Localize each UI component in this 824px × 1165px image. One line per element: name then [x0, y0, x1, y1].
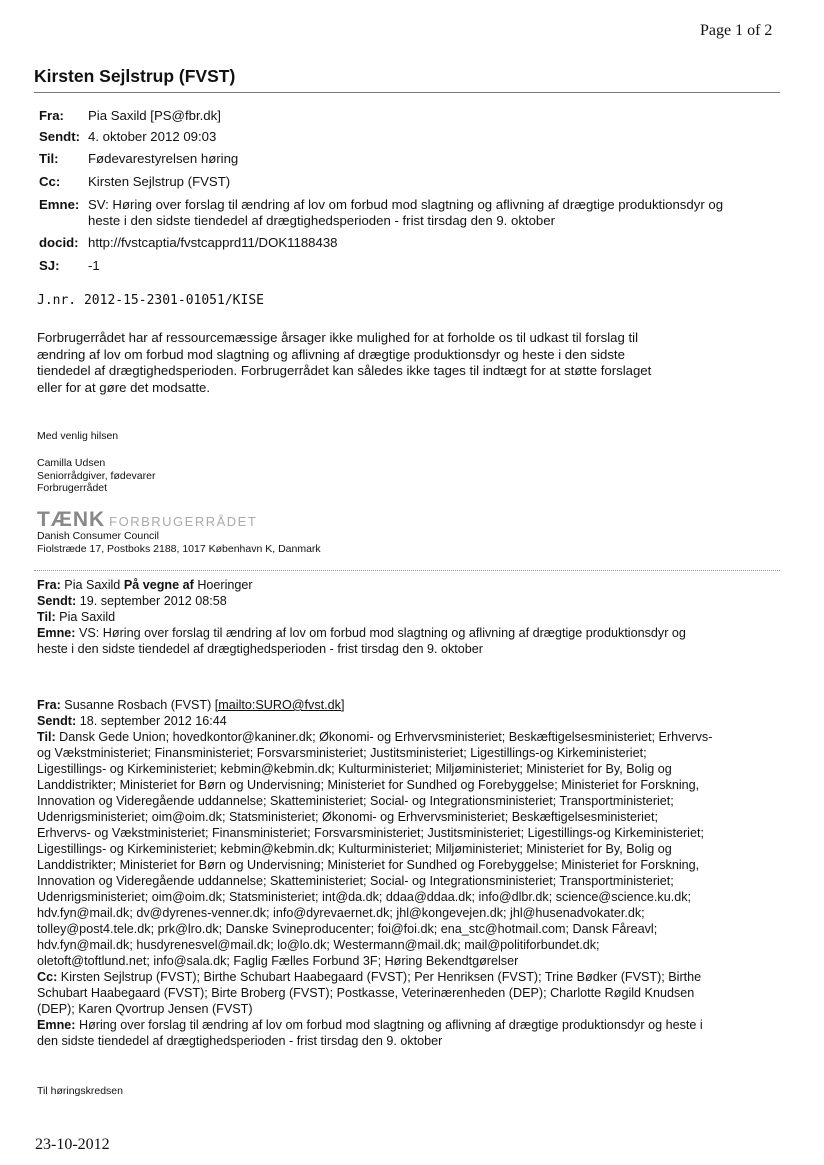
forward1-from-behalf: Hoeringer: [197, 578, 253, 592]
body-paragraph-line: ændring af lov om forbud mod slagtning og aflivning af drægtige produktionsdyr og heste i den sidste: [37, 346, 625, 362]
sent-label: Sendt:: [39, 129, 81, 144]
taenk-logo: [37, 508, 257, 532]
forward2-cc-line: Kirsten Sejlstrup (FVST); Birthe Schubart Haabegaard (FVST); Per Henriksen (FVST); Trine Bødker (FVST); Birthe: [60, 970, 702, 984]
mailbox-owner: Kirsten Sejlstrup (FVST): [34, 66, 236, 86]
body-paragraph-line: Forbrugerrådet har af ressourcemæssige årsager ikke mulighed for at forholde os til udkast til forslag til: [37, 330, 639, 345]
council-address: Fiolstræde 17, Postboks 2188, 1017 København K, Danmark: [37, 542, 321, 555]
to-value: Fødevarestyrelsen høring: [88, 151, 239, 166]
forward2-sent-label: Sendt:: [37, 714, 77, 728]
header-sent-row: [39, 129, 784, 147]
signature-title: Seniorrådgiver, fødevarer: [37, 469, 156, 482]
forward2-to-line: hdv.fyn@mail.dk; husdyrenesvel@mail.dk; lo@lo.dk; Westermann@mail.dk; mail@politiforbundet.dk;: [37, 938, 600, 952]
subject-label: Emne:: [39, 197, 80, 212]
forward1-from-label: Fra:: [37, 578, 61, 592]
forward1-subject-line1: VS: Høring over forslag til ændring af lov om forbud mod slagtning og aflivning af drægtige produktionsdyr og: [79, 626, 686, 640]
forward2-cc-label: Cc:: [37, 970, 58, 984]
header-divider: [34, 92, 780, 93]
forward1-subject-row: [37, 625, 789, 641]
header-docid-row: [39, 235, 784, 253]
header-sj-row: [39, 258, 784, 276]
forward2-to-line: Dansk Gede Union; hovedkontor@kaniner.dk; Økonomi- og Erhvervsministeriet; Beskæftigelsesministeriet; Erhvervs-: [59, 730, 713, 744]
cc-value: Kirsten Sejlstrup (FVST): [88, 174, 231, 189]
docid-value: http://fvstcaptia/fvstcapprd11/DOK1188438: [88, 235, 338, 250]
forward2-to-label: Til:: [37, 730, 56, 744]
forward2-block: [37, 697, 789, 1049]
subject-value-line1: SV: Høring over forslag til ændring af lov om forbud mod slagtning og aflivning af drægtige produktionsdyr og: [88, 197, 724, 212]
forward2-sent-value: 18. september 2012 16:44: [79, 714, 227, 728]
sj-label: SJ:: [39, 258, 60, 273]
forward-divider: [34, 570, 780, 571]
forward2-to-line: tolley@post4.tele.dk; prk@lro.dk; Danske Svineproducenter; foi@foi.dk; ena_stc@hotmail.com; Dansk Fåreavl;: [37, 922, 658, 936]
forward1-on-behalf: På vegne af: [123, 578, 194, 592]
body-paragraph-line: eller for at gøre det modsatte.: [37, 379, 210, 395]
from-value: Pia Saxild [PS@fbr.dk]: [88, 108, 221, 123]
to-label: Til:: [39, 151, 59, 166]
body-paragraph-line: tiendedel af drægtighedsperioden. Forbrugerrådet kan således ikke tages til indtægt for at støtte forslaget: [37, 363, 652, 378]
forward1-from-row: [37, 577, 789, 593]
forward2-to-line: hdv.fyn@mail.dk; dv@dyrenes-venner.dk; info@dyrevaernet.dk; jhl@kongevejen.dk; jhl@husenadvokater.dk;: [37, 906, 645, 920]
forward2-to-line: Udenrigsministeriet; oim@oim.dk; Statsministeriet; Økonomi- og Erhvervsministeriet; Beskæftigelsesministeriet;: [37, 810, 658, 824]
greeting: Med venlig hilsen: [37, 430, 119, 442]
logo-org: FORBRUGERRÅDET: [109, 514, 258, 529]
council-block: [37, 530, 321, 555]
forward2-subject-line2: den sidste tiendedel af drægtighedsperioden - frist tirsdag den 9. oktober: [37, 1034, 443, 1048]
forward2-to-line: og Vækstministeriet; Finansministeriet; Forsvarsministeriet; Justitsministeriet; Ligestillings-og Kirkeministeriet;: [37, 746, 647, 760]
forward1-to-value: Pia Saxild: [59, 610, 116, 624]
header-cc-row: [39, 174, 784, 192]
forward2-to-line: Udenrigsministeriet; oim@oim.dk; Statsministeriet; int@da.dk; ddaa@ddaa.dk; info@dlbr.dk; science@science.ku.dk;: [37, 890, 692, 904]
forward2-to-line: Ligestillings- og Kirkeministeriet; kebmin@kebmin.dk; Kulturministeriet; Miljøministeriet; Ministeriet for By, Bolig og: [37, 842, 672, 856]
forward1-sent-value: 19. september 2012 08:58: [79, 594, 227, 608]
cc-label: Cc:: [39, 174, 61, 189]
forward1-block: [37, 577, 789, 657]
docid-label: docid:: [39, 235, 79, 250]
sent-value: 4. oktober 2012 09:03: [88, 129, 217, 144]
forward2-cc-row: [37, 969, 789, 985]
forward1-to-row: [37, 609, 789, 625]
forward2-sent-row: [37, 713, 789, 729]
forward2-subject-line1: Høring over forslag til ændring af lov om forbud mod slagtning og aflivning af drægtige produktionsdyr og heste i: [79, 1018, 703, 1032]
forward2-to-line: Erhvervs- og Vækstministeriet; Finansministeriet; Forsvarsministeriet; Justitsministeriet; Ligestillings-og Kirkeministeriet;: [37, 826, 704, 840]
forward2-to-line: Ligestillings- og Kirkeministeriet; kebmin@kebmin.dk; Kulturministeriet; Miljøministeriet; Ministeriet for By, Bolig og: [37, 762, 672, 776]
body-paragraph: [37, 330, 797, 396]
forward1-from-name: Pia Saxild: [64, 578, 121, 592]
sj-value: -1: [88, 258, 100, 273]
logo-brand: TÆNK: [37, 508, 106, 531]
forward2-from-row: [37, 697, 789, 713]
forward2-cc-line: (DEP); Karen Qvortrup Jensen (FVST): [37, 1002, 253, 1016]
header-to-row: [39, 151, 784, 169]
forward2-to-row: [37, 729, 789, 745]
forward2-to-line: Landdistrikter; Ministeriet for Børn og Undervisning; Ministeriet for Sundhed og Forebyggelse; Ministeriet for Forskning,: [37, 858, 700, 872]
forward2-mailto-link[interactable]: [mailto:SURO@fvst.dk]: [214, 698, 345, 712]
forward2-to-line: Innovation og Videregående uddannelse; Skatteministeriet; Social- og Integrationsministeriet; Transportministeriet;: [37, 794, 674, 808]
forward2-subject-row: [37, 1017, 789, 1033]
signature-org: Forbrugerrådet: [37, 482, 108, 494]
forward2-to-line: Innovation og Videregående uddannelse; Skatteministeriet; Social- og Integrationsministeriet; Transportministeriet;: [37, 874, 674, 888]
closing-line: Til høringskredsen: [37, 1085, 123, 1097]
footer-date: 23-10-2012: [35, 1136, 110, 1153]
forward2-from-name: Susanne Rosbach (FVST): [64, 698, 212, 712]
forward1-sent-label: Sendt:: [37, 594, 77, 608]
forward1-subject-label: Emne:: [37, 626, 76, 640]
signature-name: Camilla Udsen: [37, 457, 106, 469]
header-from-row: [39, 108, 784, 126]
forward1-sent-row: [37, 593, 789, 609]
header-subject-row: [39, 197, 784, 231]
forward1-to-label: Til:: [37, 610, 56, 624]
forward1-subject-line2: heste i den sidste tiendedel af drægtighedsperioden - frist tirsdag den 9. oktober: [37, 642, 483, 656]
page-number: Page 1 of 2: [700, 22, 773, 39]
forward2-to-line: oletoft@toftlund.net; info@sala.dk; Faglig Fælles Forbund 3F; Høring Bekendtgørelser: [37, 954, 519, 968]
forward2-subject-label: Emne:: [37, 1018, 76, 1032]
forward2-from-label: Fra:: [37, 698, 61, 712]
subject-value-line2: heste i den sidste tiendedel af drægtighedsperioden - frist tirsdag den 9. oktober: [88, 213, 555, 228]
council-name: Danish Consumer Council: [37, 530, 159, 542]
from-label: Fra:: [39, 108, 64, 123]
signature-block: [37, 457, 155, 495]
forward2-to-line: Landdistrikter; Ministeriet for Børn og Undervisning; Ministeriet for Sundhed og Forebyggelse; Ministeriet for Forskning,: [37, 778, 700, 792]
forward2-cc-line: Schubart Haabegaard (FVST); Birte Broberg (FVST); Postkasse, Veterinærenheden (DEP); Charlotte Røgild Knudsen: [37, 986, 695, 1000]
journal-number: J.nr. 2012-15-2301-01051/KISE: [37, 293, 264, 308]
